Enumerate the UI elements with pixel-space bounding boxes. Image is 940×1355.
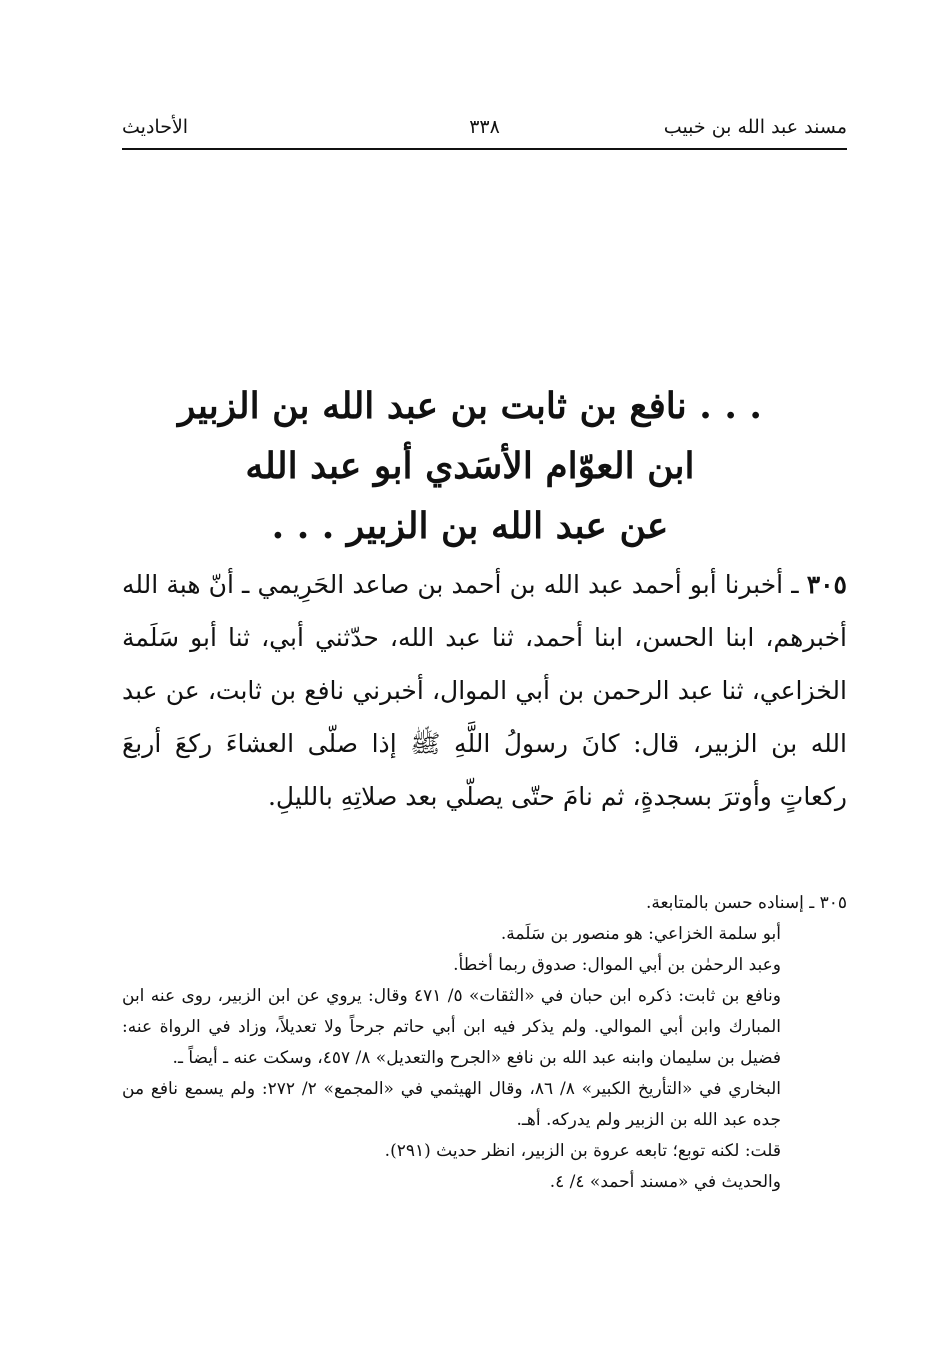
hadith-text-block: [122, 558, 847, 823]
footnote-line: وعبد الرحمٰن بن أبي الموال: صدوق ربما أخطأ.: [453, 955, 781, 975]
chapter-title: [150, 376, 790, 556]
footnote-paragraph: ونافع بن ثابت: ذكره ابن حبان في «الثقات» ٥/ ٤٧١ وقال: يروي عن ابن الزبير، روى عنه ابن المبارك وابن أبي الموالي. ولم يذكر فيه ابن أبي حاتم جرحاً ولا تعديلاً، وزاد في الرواة عنه: فضيل بن سليمان وابنه عبد الله بن نافع «الجرح والتعديل» ٨/ ٤٥٧، وسكت عنه ـ أيضاً ـ.: [122, 986, 781, 1068]
footnote-line: أبو سلمة الخزاعي: هو منصور بن سَلَمة.: [500, 924, 781, 944]
footnote-line: قلت: لكنه توبع؛ تابعه عروة بن الزبير، انظر حديث (٢٩١).: [384, 1141, 781, 1161]
header-section-title: الأحاديث: [122, 116, 189, 138]
footnote-line: والحديث في «مسند أحمد» ٤/ ٤.: [549, 1172, 781, 1192]
chapter-title-line-1: . . . نافع بن ثابت بن عبد الله بن الزبير: [178, 385, 762, 427]
hadith-number: ٣٠٥: [806, 570, 847, 599]
footnote-paragraph: البخاري في «التأريخ الكبير» ٨/ ٨٦، وقال الهيثمي في «المجمع» ٢/ ٢٧٢: ولم يسمع نافع من جده عبد الله بن الزبير ولم يدركه. أهـ.: [122, 1079, 781, 1130]
chapter-title-line-3: عن عبد الله بن الزبير . . .: [271, 505, 669, 547]
chapter-title-line-2: ابن العوّام الأسَدي أبو عبد الله: [245, 445, 695, 487]
hadith-body: ـ أخبرنا أبو أحمد عبد الله بن أحمد بن صاعد الحَرِيمي ـ أنّ هبة الله أخبرهم، ابنا الحسن، ابنا أحمد، ثنا عبد الله، حدّثني أبي، ثنا أبو سَلَمة الخزاعي، ثنا عبد الرحمن بن أبي الموال، أخبرني نافع بن ثابت، عن عبد الله بن الزبير، قال: كانَ رسولُ اللَّهِ ﷺ إذا صلّى العشاءَ ركعَ أربعَ ركعاتٍ وأوترَ بسجدةٍ، ثم نامَ حتّى يصلّي بعد صلاتِهِ بالليلِ.: [122, 570, 847, 811]
footnotes: [122, 888, 847, 1198]
page-number: ٣٣٨: [469, 116, 500, 138]
running-header: [122, 112, 847, 142]
header-book-title: مسند عبد الله بن خبيب: [663, 116, 847, 138]
header-divider: [122, 148, 847, 150]
footnote-heading: ٣٠٥ ـ إسناده حسن بالمتابعة.: [645, 893, 847, 913]
